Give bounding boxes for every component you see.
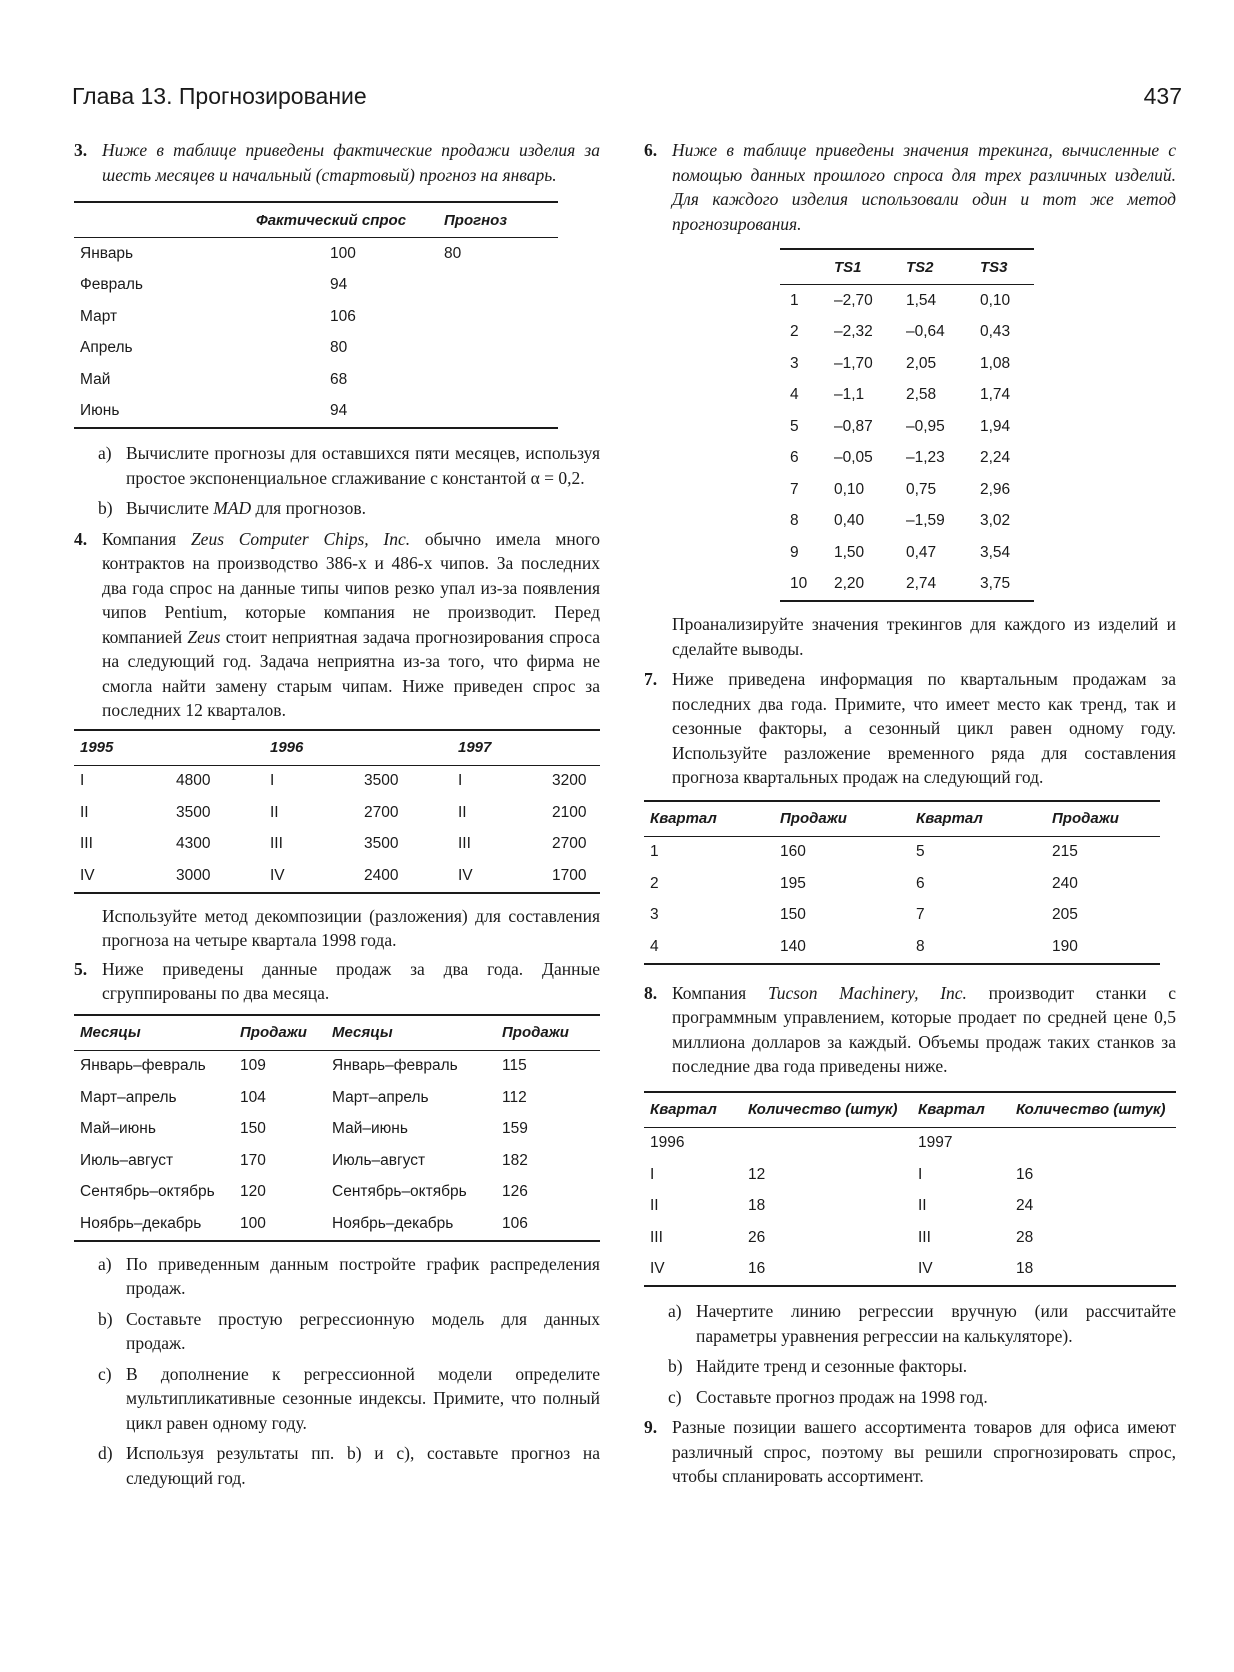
- table-cell: 104: [240, 1088, 266, 1106]
- table-cell: 2: [790, 323, 799, 341]
- table-row: [644, 1159, 1176, 1191]
- table-cell: 120: [240, 1183, 266, 1201]
- table-cell: 2: [650, 874, 659, 892]
- task-number: 4.: [74, 528, 88, 549]
- column-header: Квартал: [912, 1092, 1010, 1128]
- table-row: [780, 506, 1034, 538]
- task6-table-body: [780, 285, 1034, 602]
- table-cell: 10: [790, 575, 808, 593]
- task-number: 8.: [644, 982, 658, 1003]
- table-cell: 1,94: [980, 417, 1011, 435]
- table-cell: 7: [916, 906, 925, 924]
- table-cell: 3: [650, 906, 659, 924]
- task-number: 3.: [74, 140, 88, 160]
- table-cell: Март–апрель: [332, 1088, 429, 1106]
- table-row: [644, 836, 1160, 868]
- table-cell: 80: [444, 244, 462, 262]
- table-cell: III: [458, 835, 471, 853]
- table-cell: 2,96: [980, 480, 1011, 498]
- table-cell: 1: [790, 291, 799, 309]
- left-column: [74, 138, 600, 1496]
- table-cell: II: [270, 803, 279, 821]
- table-cell: 0,75: [906, 480, 937, 498]
- table-cell: 8: [916, 937, 925, 955]
- table-row: [74, 860, 600, 893]
- table-cell: 1,50: [834, 543, 865, 561]
- table-cell: 94: [330, 276, 348, 294]
- table-cell: Сентябрь–октябрь: [80, 1183, 215, 1201]
- table-cell: 4300: [176, 835, 211, 853]
- table-cell: 7: [790, 480, 799, 498]
- table-cell: 205: [1052, 906, 1078, 924]
- task7-table-body: [644, 836, 1160, 964]
- table-row: [74, 1208, 600, 1241]
- table-cell: 3,02: [980, 512, 1011, 530]
- table-cell: 140: [780, 937, 806, 955]
- task4-table: [74, 729, 600, 894]
- column-header: Продажи: [496, 1015, 600, 1051]
- table-row: [780, 348, 1034, 380]
- column-header: Фактический спрос: [250, 202, 438, 238]
- task3-table-body: [74, 238, 558, 429]
- task-3: [74, 138, 600, 187]
- table-cell: 0,10: [980, 291, 1011, 309]
- chapter-title: Глава 13. Прогнозирование: [72, 82, 367, 109]
- table-cell: IV: [270, 866, 285, 884]
- column-header: Месяцы: [326, 1015, 496, 1051]
- table-cell: –1,70: [834, 354, 873, 372]
- task8-table-body: [644, 1127, 1176, 1286]
- task5-table-body: [74, 1050, 600, 1241]
- column-header: Количество (штук): [1010, 1092, 1176, 1128]
- table-cell: Ноябрь–декабрь: [80, 1214, 202, 1232]
- table-cell: 3000: [176, 866, 211, 884]
- task-text: Ниже в таблице приведены значения трекинга, вычисленные с помощью данных прошлого спроса для трех различных изделий. Для каждого изделия использовали один и тот же метод прогнозирования.: [672, 140, 1176, 234]
- table-cell: 18: [748, 1197, 766, 1215]
- table-cell: 2,24: [980, 449, 1011, 467]
- table-cell: Апрель: [80, 339, 133, 357]
- table-cell: Январь: [80, 244, 134, 262]
- table-row: [74, 765, 600, 797]
- column-header: 1995: [74, 730, 170, 766]
- table-cell: 2,74: [906, 575, 937, 593]
- table-cell: Март: [80, 307, 118, 325]
- item-label: b): [98, 1308, 113, 1329]
- table-cell: 6: [916, 874, 925, 892]
- table-cell: –0,95: [906, 417, 945, 435]
- table-cell: 170: [240, 1151, 266, 1169]
- item-text: Вычислите прогнозы для оставшихся пяти месяцев, используя простое экспоненциальное сглаживание с константой α = 0,2.: [126, 443, 600, 488]
- table-row: [780, 411, 1034, 443]
- table-row: [644, 900, 1160, 932]
- table-cell: 3500: [364, 772, 399, 790]
- task-9: [644, 1415, 1176, 1489]
- table-cell: Май–июнь: [332, 1120, 408, 1138]
- table-cell: 3,54: [980, 543, 1011, 561]
- task-text: Ниже приведена информация по квартальным продажам за последних два года. Примите, что имеет место как тренд, так и сезонные факторы, а сезонный цикл равен одному году. Используйте разложение временного ряда для составления прогноза квартальных продаж на следующий год.: [672, 669, 1176, 787]
- table-cell: 240: [1052, 874, 1078, 892]
- table-cell: 1,74: [980, 386, 1011, 404]
- column-header: 1997: [452, 730, 546, 766]
- item-label: c): [668, 1386, 682, 1407]
- column-header: Продажи: [1046, 801, 1160, 837]
- task-text: Компания Zeus Computer Chips, Inc. обычно имела много контрактов на производство 386-х и 486-х чипов. За последних два года спрос на данные типы чипов резко упал из-за появления чипов Pentium, которые компания не производит. Перед компанией Zeus стоит неприятная задача прогнозирования спроса на следующий год. Задача неприятна из-за того, что фирма не смогла найти замену старым чипам. Ниже приведен спрос за последних 12 кварталов.: [102, 528, 600, 720]
- task-text: Разные позиции вашего ассортимента товаров для офиса имеют различный спрос, поэтому вы решили спрогнозировать спрос, чтобы спланировать ассортимент.: [672, 1417, 1176, 1486]
- table-cell: IV: [918, 1260, 933, 1278]
- table-cell: Сентябрь–октябрь: [332, 1183, 467, 1201]
- table-row: [74, 1145, 600, 1177]
- table-row: [74, 364, 558, 396]
- table-row: [644, 868, 1160, 900]
- table-cell: 1,54: [906, 291, 937, 309]
- table-row: [74, 1050, 600, 1082]
- table-cell: –2,32: [834, 323, 873, 341]
- table-cell: 109: [240, 1057, 266, 1075]
- table-cell: 94: [330, 402, 348, 420]
- column-header: TS3: [974, 249, 1034, 285]
- table-cell: IV: [458, 866, 473, 884]
- table-cell: 215: [1052, 843, 1078, 861]
- table-cell: 3200: [552, 772, 587, 790]
- table-cell: [438, 270, 558, 302]
- table-cell: 1996: [650, 1134, 685, 1152]
- sub-item: [668, 1354, 1176, 1379]
- task-text: Ниже приведены данные продаж за два года. Данные сгруппированы по два месяца.: [102, 958, 600, 1003]
- column-header: Квартал: [644, 801, 774, 837]
- table-row: [780, 317, 1034, 349]
- table-cell: 150: [780, 906, 806, 924]
- task-7: [644, 667, 1176, 790]
- table-cell: 16: [1016, 1165, 1034, 1183]
- column-header: Продажи: [774, 801, 910, 837]
- table-row: [780, 569, 1034, 602]
- column-header: TS2: [900, 249, 974, 285]
- task8-items: [644, 1299, 1176, 1409]
- table-cell: [1010, 1127, 1176, 1159]
- table-row: [644, 1254, 1176, 1287]
- table-cell: 6: [790, 449, 799, 467]
- table-cell: 3500: [176, 803, 211, 821]
- table-cell: 115: [502, 1057, 527, 1075]
- table-cell: 2,05: [906, 354, 937, 372]
- task3-item-b: [98, 496, 600, 521]
- table-cell: I: [918, 1165, 923, 1183]
- table-cell: 159: [502, 1120, 528, 1138]
- item-text: Составьте прогноз продаж на 1998 год.: [696, 1386, 988, 1407]
- table-cell: 1997: [918, 1134, 953, 1152]
- table-cell: 0,10: [834, 480, 865, 498]
- table-cell: 5: [916, 843, 925, 861]
- task3-item-a: [98, 441, 600, 490]
- item-text: Найдите тренд и сезонные факторы.: [696, 1356, 968, 1376]
- table-cell: III: [650, 1228, 663, 1246]
- table-cell: Ноябрь–декабрь: [332, 1214, 454, 1232]
- table-cell: 9: [790, 543, 799, 561]
- column-header: Прогноз: [438, 202, 558, 238]
- table-row: [644, 1191, 1176, 1223]
- table-cell: 2,20: [834, 575, 865, 593]
- right-column: [644, 138, 1176, 1489]
- column-header: Квартал: [910, 801, 1046, 837]
- table-cell: 8: [790, 512, 799, 530]
- table-cell: 80: [330, 339, 348, 357]
- table-row: [780, 285, 1034, 317]
- page-number: 437: [1143, 82, 1182, 109]
- table-cell: Февраль: [80, 276, 143, 294]
- table-cell: III: [918, 1228, 931, 1246]
- task6-instruction: Проанализируйте значения трекингов для каждого из изделий и сделайте выводы.: [672, 614, 1176, 659]
- table-cell: I: [458, 772, 463, 790]
- table-cell: I: [80, 772, 85, 790]
- task-8: [644, 981, 1176, 1079]
- table-row: [74, 1177, 600, 1209]
- table-cell: III: [80, 835, 93, 853]
- table-row: [74, 301, 558, 333]
- table-row: [74, 270, 558, 302]
- table-row: [74, 238, 558, 270]
- table-cell: IV: [650, 1260, 665, 1278]
- column-header: [74, 202, 250, 238]
- table-cell: 2400: [364, 866, 399, 884]
- item-text: В дополнение к регрессионной модели определите мультипликативные сезонные индексы. Примите, что полный цикл равен одному году.: [126, 1363, 600, 1433]
- table-cell: 182: [502, 1151, 528, 1169]
- table-cell: 3,75: [980, 575, 1011, 593]
- item-text: По приведенным данным постройте график распределения продаж.: [126, 1253, 600, 1298]
- table-cell: 0,40: [834, 512, 865, 530]
- item-label: b): [668, 1356, 683, 1376]
- item-text: Вычислите MAD для прогнозов.: [126, 498, 366, 518]
- item-label: b): [98, 498, 113, 518]
- task5-items: [74, 1252, 600, 1491]
- task-number: 5.: [74, 958, 88, 979]
- table-cell: –1,59: [906, 512, 945, 530]
- table-cell: 4: [650, 937, 659, 955]
- item-text: Начертите линию регрессии вручную (или рассчитайте параметры уравнения регрессии на калькуляторе).: [696, 1301, 1176, 1346]
- table-row: [780, 474, 1034, 506]
- column-header: Квартал: [644, 1092, 742, 1128]
- table-cell: 1700: [552, 866, 587, 884]
- table-cell: 4: [790, 386, 799, 404]
- task3-table: [74, 201, 558, 429]
- task-5: [74, 957, 600, 1006]
- table-cell: Январь–февраль: [332, 1057, 458, 1075]
- table-cell: Май–июнь: [80, 1120, 156, 1138]
- item-label: a): [98, 1253, 112, 1274]
- task-number: 7.: [644, 669, 658, 689]
- table-cell: [438, 301, 558, 333]
- item-label: a): [98, 443, 112, 463]
- task4-table-body: [74, 765, 600, 893]
- table-cell: [742, 1127, 912, 1159]
- table-cell: –0,05: [834, 449, 873, 467]
- item-text: Составьте простую регрессионную модель для данных продаж.: [126, 1308, 600, 1353]
- table-cell: 190: [1052, 937, 1078, 955]
- table-cell: 2100: [552, 803, 587, 821]
- table-cell: –0,87: [834, 417, 873, 435]
- table-cell: 106: [502, 1214, 528, 1232]
- table-cell: 1: [650, 843, 659, 861]
- column-header: 1996: [264, 730, 358, 766]
- column-header: [546, 730, 600, 766]
- column-header: TS1: [828, 249, 900, 285]
- task-4: [74, 527, 600, 723]
- task4-instruction: Используйте метод декомпозиции (разложения) для составления прогноза на четыре квартала 1998 года.: [102, 905, 600, 950]
- task8-table: [644, 1091, 1176, 1288]
- sub-item: [98, 1441, 600, 1490]
- table-cell: II: [650, 1197, 659, 1215]
- column-header: Продажи: [234, 1015, 326, 1051]
- task-text: Компания Tucson Machinery, Inc. производит станки с программным управлением, которые продает по средней цене 0,5 миллиона долларов за каждый. Объемы продаж таких станков за последние два года приведены ниже.: [672, 982, 1176, 1076]
- table-cell: IV: [80, 866, 95, 884]
- table-cell: Июль–август: [80, 1151, 174, 1169]
- table-cell: 150: [240, 1120, 266, 1138]
- sub-item: [668, 1299, 1176, 1348]
- item-label: a): [668, 1301, 682, 1321]
- task-text: Ниже в таблице приведены фактические продажи изделия за шесть месяцев и начальный (стартовый) прогноз на январь.: [102, 140, 600, 185]
- table-cell: –1,1: [834, 386, 865, 404]
- table-cell: [438, 333, 558, 365]
- table-cell: 3: [790, 354, 799, 372]
- table-cell: Январь–февраль: [80, 1057, 206, 1075]
- sub-item: [668, 1385, 1176, 1410]
- table-cell: Июнь: [80, 402, 120, 420]
- table-cell: [438, 364, 558, 396]
- table-cell: 16: [748, 1260, 766, 1278]
- table-cell: 100: [330, 244, 356, 262]
- table-cell: II: [458, 803, 467, 821]
- table-row: [780, 443, 1034, 475]
- table-row: [74, 333, 558, 365]
- table-cell: 2,58: [906, 386, 937, 404]
- table-cell: 68: [330, 370, 348, 388]
- task-6: [644, 138, 1176, 236]
- table-cell: 160: [780, 843, 806, 861]
- table-cell: 1,08: [980, 354, 1011, 372]
- sub-item: [98, 1362, 600, 1436]
- table-row: [644, 931, 1160, 964]
- table-cell: 5: [790, 417, 799, 435]
- table-cell: –2,70: [834, 291, 873, 309]
- table-cell: 126: [502, 1183, 528, 1201]
- column-header: [170, 730, 264, 766]
- table-cell: 2700: [364, 803, 399, 821]
- table-cell: II: [80, 803, 89, 821]
- table-cell: Май: [80, 370, 111, 388]
- table-cell: 100: [240, 1214, 266, 1232]
- table-cell: III: [270, 835, 283, 853]
- column-header: Месяцы: [74, 1015, 234, 1051]
- task5-table: [74, 1014, 600, 1242]
- table-cell: 195: [780, 874, 806, 892]
- table-row: [780, 537, 1034, 569]
- table-cell: 4800: [176, 772, 211, 790]
- table-cell: 3500: [364, 835, 399, 853]
- table-cell: 0,43: [980, 323, 1011, 341]
- table-row: [74, 829, 600, 861]
- table-cell: [438, 396, 558, 429]
- column-header: [358, 730, 452, 766]
- table-row: [644, 1222, 1176, 1254]
- table-cell: 0,47: [906, 543, 937, 561]
- table-row: [74, 396, 558, 429]
- table-cell: 106: [330, 307, 356, 325]
- table-cell: Июль–август: [332, 1151, 426, 1169]
- table-row: [74, 1114, 600, 1146]
- table-cell: 12: [748, 1165, 766, 1183]
- table-cell: I: [270, 772, 275, 790]
- task-number: 9.: [644, 1417, 658, 1437]
- item-label: c): [98, 1363, 112, 1384]
- table-row: [74, 1082, 600, 1114]
- task7-table: [644, 800, 1160, 965]
- sub-item: [98, 1307, 600, 1356]
- table-cell: 28: [1016, 1228, 1034, 1246]
- task-number: 6.: [644, 140, 658, 160]
- table-cell: 112: [502, 1088, 527, 1106]
- item-text: Используя результаты пп. b) и c), составьте прогноз на следующий год.: [126, 1443, 600, 1488]
- table-cell: –0,64: [906, 323, 945, 341]
- table-row: [644, 1127, 1176, 1159]
- item-label: d): [98, 1443, 113, 1463]
- column-header: Количество (штук): [742, 1092, 912, 1128]
- table-cell: I: [650, 1165, 655, 1183]
- table-cell: 18: [1016, 1260, 1034, 1278]
- table-cell: 24: [1016, 1197, 1034, 1215]
- table-cell: Март–апрель: [80, 1088, 177, 1106]
- table-cell: 2700: [552, 835, 587, 853]
- sub-item: [98, 1252, 600, 1301]
- table-row: [74, 797, 600, 829]
- table-cell: –1,23: [906, 449, 945, 467]
- table-cell: 26: [748, 1228, 766, 1246]
- running-head: [72, 78, 1182, 114]
- table-row: [780, 380, 1034, 412]
- table-cell: II: [918, 1197, 927, 1215]
- task6-table: [780, 248, 1034, 602]
- column-header: [780, 249, 828, 285]
